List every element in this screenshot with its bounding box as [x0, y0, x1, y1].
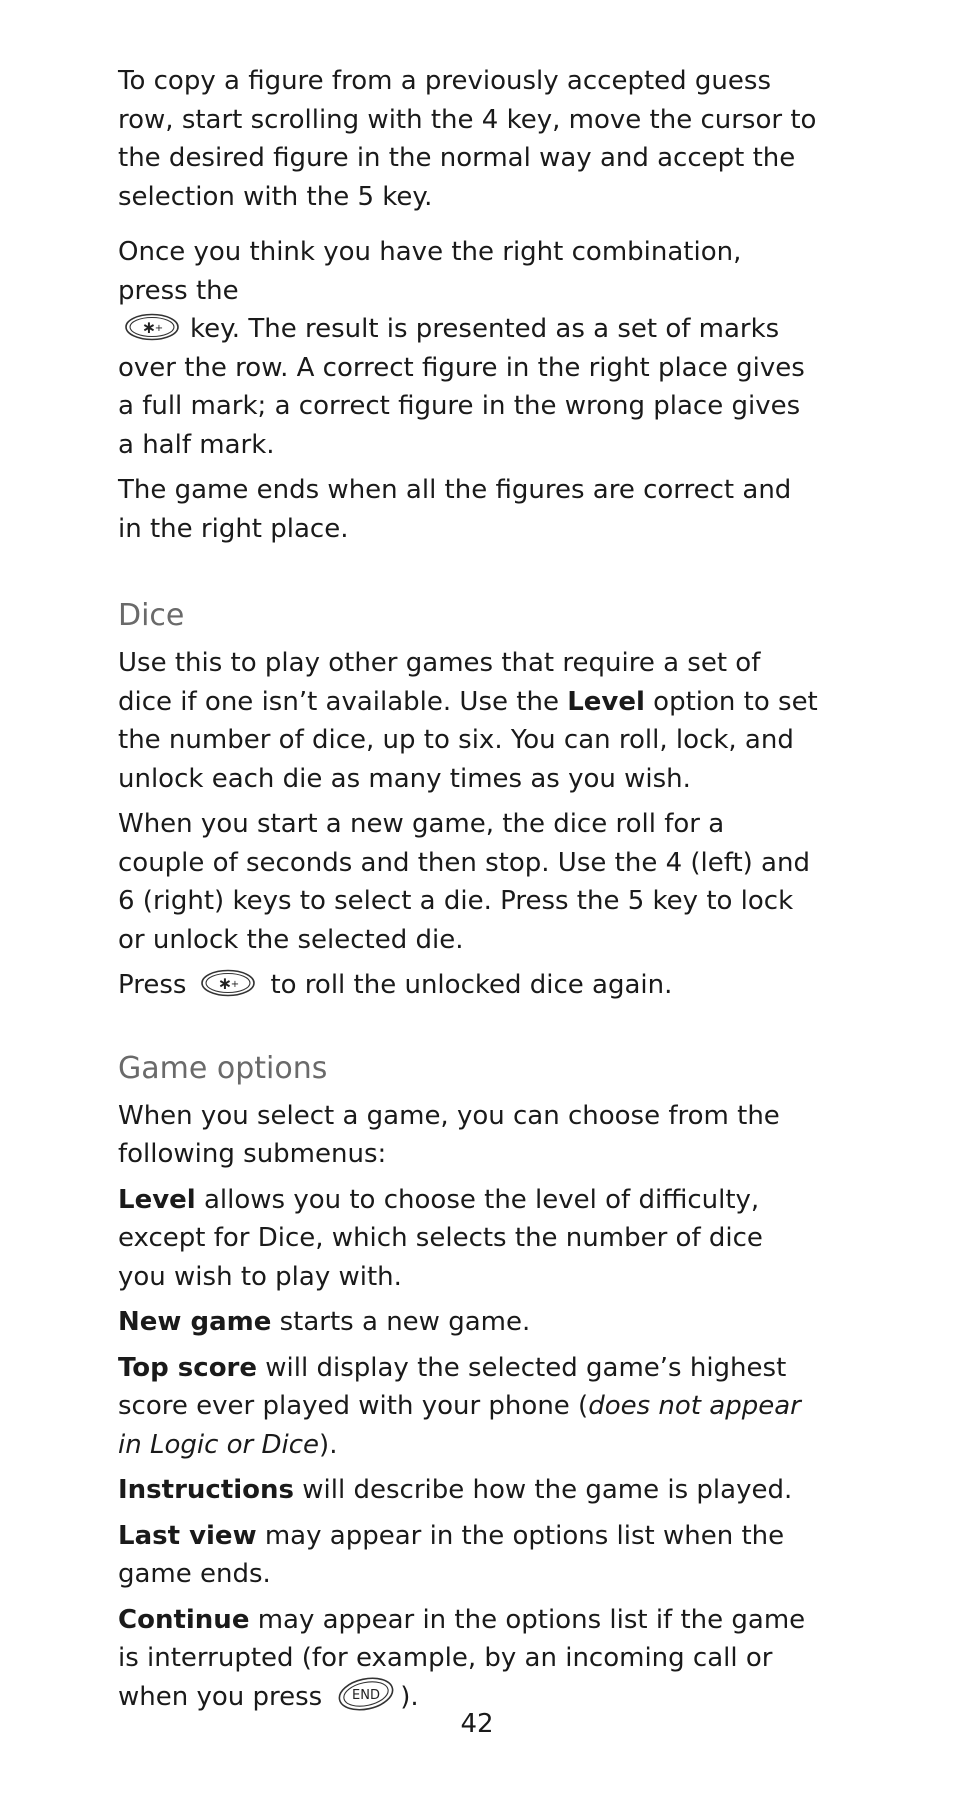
new-game-label: New game: [118, 1307, 272, 1337]
top-score-label: Top score: [118, 1352, 258, 1383]
game-options-heading: Game options: [118, 1050, 328, 1086]
page-number: 42: [460, 1709, 494, 1739]
option-instructions: [118, 1471, 818, 1510]
level-description: allows you to choose the level of difficulty, except for Dice, which selects the number of dice you wish to play with.: [118, 1184, 763, 1292]
continue-description: may appear in the options list if the game is interrupted (for example, by an incoming call or when you press: [118, 1604, 806, 1712]
dice-heading: Dice: [118, 598, 185, 633]
option-last-view: [118, 1517, 818, 1594]
press-text: Press: [118, 970, 187, 1000]
combination-text-start: Once you think you have the right combination, press the: [118, 237, 742, 306]
star-key-icon: [200, 968, 256, 998]
game-ends-paragraph: The game ends when all the figures are correct and in the right place.: [118, 475, 792, 544]
svg-text:∗: ∗: [218, 973, 233, 994]
last-view-description: may appear in the options list when the game ends.: [118, 1520, 785, 1589]
level-term: Level: [567, 686, 645, 717]
dice-p1-text-end: option to set the number of dice, up to six. You can roll, lock, and unlock each die as many times as you wish.: [118, 686, 818, 794]
continue-close: ).: [400, 1681, 419, 1712]
roll-text: to roll the unlocked dice again.: [270, 970, 673, 1000]
instructions-description: will describe how the game is played.: [294, 1475, 793, 1505]
svg-text:+: +: [231, 978, 240, 990]
top-score-close: ).: [319, 1429, 338, 1460]
level-label: Level: [118, 1184, 196, 1215]
option-continue: [118, 1601, 818, 1717]
combination-paragraph: [118, 233, 818, 464]
last-view-label: Last view: [118, 1520, 257, 1551]
dice-paragraph-2: When you start a new game, the dice roll for a couple of seconds and then stop. Use the 4 (left) and 6 (right) keys to select a die. Press the 5 key to lock or unlock the selected die.: [118, 809, 810, 955]
combination-text-end: key. The result is presented as a set of marks over the row. A correct figure in the right place gives a full mark; a correct figure in the wrong place gives a half mark.: [118, 314, 805, 460]
option-new-game: [118, 1303, 818, 1342]
dice-paragraph-3: [118, 966, 818, 1005]
star-key-icon: [124, 312, 180, 342]
top-score-description: will display the selected game’s highest score ever played with your phone (: [118, 1352, 787, 1421]
top-score-note: does not appear in Logic or Dice: [118, 1391, 801, 1460]
option-top-score: [118, 1349, 818, 1465]
dice-p1-text: Use this to play other games that require a set of dice if one isn’t available. Use the: [118, 648, 761, 717]
dice-paragraph-1: [118, 644, 818, 798]
copy-figure-paragraph: To copy a figure from a previously accepted guess row, start scrolling with the 4 key, move the cursor to the desired figure in the normal way and accept the selection with the 5 key.: [118, 66, 817, 212]
end-key-label: END: [352, 1688, 381, 1703]
instructions-label: Instructions: [118, 1475, 295, 1505]
svg-text:∗: ∗: [141, 317, 157, 338]
option-level: [118, 1181, 818, 1297]
continue-label: Continue: [118, 1604, 250, 1635]
manual-page: [118, 62, 818, 1716]
options-intro: When you select a game, you can choose from the following submenus:: [118, 1100, 780, 1169]
new-game-description: starts a new game.: [271, 1307, 531, 1337]
svg-text:+: +: [154, 322, 164, 334]
